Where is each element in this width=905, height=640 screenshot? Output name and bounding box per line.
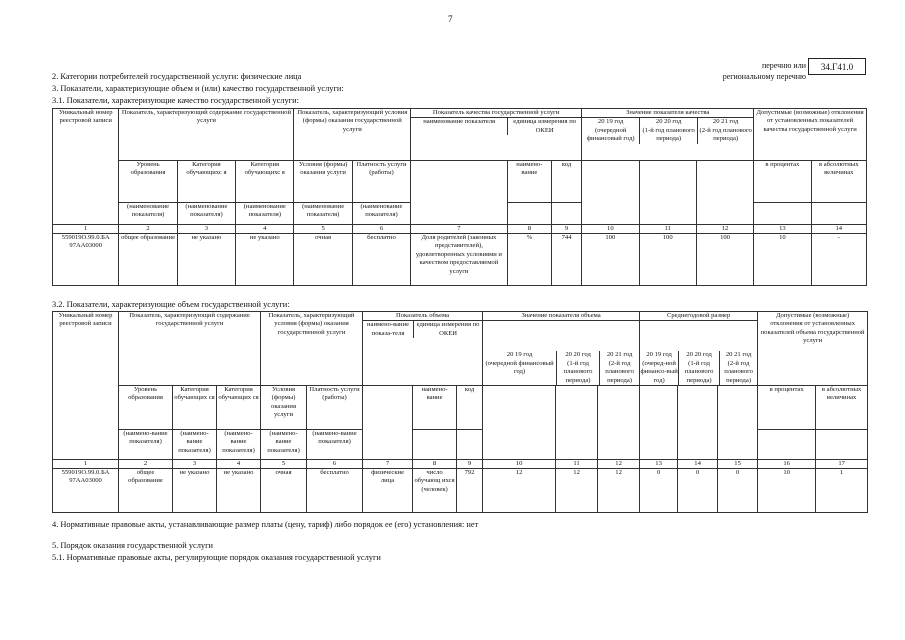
- ind-blank-12: [696, 203, 753, 225]
- table-row-cell: очная: [261, 469, 307, 513]
- section-51-title: 5.1. Нормативные правовые акты, регулирующие порядок оказания государственной услуги: [52, 553, 381, 562]
- col-deviation: Допустимые (возможные) отклонения от установленных показателей объема государственной услуги: [758, 312, 868, 386]
- table-row-cell: не указано: [177, 234, 235, 286]
- num-cell: 10: [582, 225, 639, 234]
- table-row-cell: 559019О.99.0.БА 97АА03000: [53, 469, 119, 513]
- sub-blank-15: [718, 386, 758, 430]
- num-cell: 5: [261, 460, 307, 469]
- ind-4: (наименование показателя): [294, 203, 352, 225]
- table-row-cell: 12: [556, 469, 598, 513]
- num-cell: 14: [811, 225, 866, 234]
- num-cell: 17: [816, 460, 868, 469]
- table-row-cell: 10: [754, 234, 811, 286]
- year-2021-header: [698, 118, 753, 143]
- table-row-cell: очная: [294, 234, 352, 286]
- v-year-2019-sub: (очередной финансовый год): [485, 359, 554, 376]
- a-year-2020-label: 20 20 год: [686, 351, 712, 359]
- ind-blank-11: [639, 203, 696, 225]
- table-row-cell: физические лица: [363, 469, 413, 513]
- ind-2: (наимено-вание показателя): [173, 430, 217, 460]
- ind-blank-15: [718, 430, 758, 460]
- num-cell: 15: [718, 460, 758, 469]
- sub-blank-14: [678, 386, 718, 430]
- ind-2: (наименование показателя): [177, 203, 235, 225]
- num-cell: 12: [696, 225, 753, 234]
- v-year-2021-label: 20 21 год: [606, 351, 633, 359]
- ind-blank-7: [411, 203, 508, 225]
- col-average-size: [640, 312, 758, 386]
- table-row-cell: Доля родителей (законных представителей), удовлетворенных условиями и качеством предоставляемой услуги: [411, 234, 508, 286]
- ind-blank-11: [556, 430, 598, 460]
- ind-blank-14: [811, 203, 866, 225]
- ind-blank-16: [758, 430, 816, 460]
- v-year-2019-label: 20 19 год: [506, 351, 533, 359]
- ind-5: (наимено-вание показателя): [307, 430, 363, 460]
- num-cell: 14: [678, 460, 718, 469]
- section-3-title: 3. Показатели, характеризующие объем и (или) качество государственной услуги:: [52, 84, 344, 93]
- average-size-title: Среднегодовой размер: [640, 312, 757, 321]
- table-row-cell: 792: [457, 469, 483, 513]
- sub-payment: Платность услуги (работы): [352, 161, 410, 203]
- num-cell: 1: [53, 225, 119, 234]
- ind-1: (наимено-вание показателя): [119, 430, 173, 460]
- num-cell: 6: [307, 460, 363, 469]
- v-year-2020-header: [557, 351, 600, 385]
- section-31-title: 3.1. Показатели, характеризующие качество государственной услуги:: [52, 96, 299, 105]
- sub-unit-name: наимено-вание: [507, 161, 551, 203]
- quality-indicators-table: [52, 108, 867, 286]
- section-4-title: 4. Нормативные правовые акты, устанавливающие размер платы (цену, тариф) либо порядок ее (его) установления: нет: [52, 520, 479, 529]
- num-cell: 3: [173, 460, 217, 469]
- registry-label-line1: перечню или: [761, 61, 806, 70]
- v-year-2021-sub: (2-й год планового периода): [605, 359, 634, 384]
- table-row-cell: -: [811, 234, 866, 286]
- col-unique-number: Уникальный номер реестровой записи: [53, 312, 119, 460]
- sub-blank-10: [483, 386, 556, 430]
- section-2-title: 2. Категории потребителей государственной услуги: физические лица: [52, 72, 302, 81]
- sub-blank-13: [640, 386, 678, 430]
- num-cell: 2: [119, 225, 177, 234]
- table-row-cell: общее образование: [119, 234, 177, 286]
- table-row-cell: бесплатно: [307, 469, 363, 513]
- sub-category-1: Категория обучающихс я: [177, 161, 235, 203]
- section-32-title: 3.2. Показатели, характеризующие объем государственной услуги:: [52, 300, 290, 309]
- num-cell: 11: [556, 460, 598, 469]
- num-cell: 3: [177, 225, 235, 234]
- ind-3: (наименование показателя): [236, 203, 294, 225]
- volume-values-title: Значение показателя объема: [483, 312, 639, 321]
- col-content-indicator: Показатель, характеризующий содержание государственной услуги: [119, 312, 261, 386]
- v-year-2020-sub: (1-й год планового периода): [563, 359, 593, 384]
- col-quality-values: [582, 109, 754, 161]
- a-year-2021-sub: (2-й год планового периода): [724, 359, 753, 384]
- col-volume-values: [483, 312, 640, 386]
- year-2019-label: 20 19 год: [597, 118, 624, 126]
- page-number: 7: [448, 14, 453, 24]
- table-row-cell: 12: [598, 469, 640, 513]
- table-row-cell: не указано: [217, 469, 261, 513]
- sub-blank-12: [598, 386, 640, 430]
- sub-unit-name: наимено-вание: [413, 386, 457, 430]
- col-unique-number: Уникальный номер реестровой записи: [53, 109, 119, 225]
- registry-code-box: 34.Г41.0: [808, 58, 866, 75]
- sub-y3-blank: [696, 161, 753, 203]
- num-cell: 7: [411, 225, 508, 234]
- sub-payment: Платность услуги (работы): [307, 386, 363, 430]
- col-volume-indicator: [363, 312, 483, 386]
- num-cell: 9: [457, 460, 483, 469]
- ind-blank-8: [507, 203, 551, 225]
- ind-blank-8: [413, 430, 457, 460]
- table-row-cell: бесплатно: [352, 234, 410, 286]
- sub-percent: в процентах: [754, 161, 811, 203]
- sub-name-blank: [363, 386, 413, 430]
- table-row-cell: 10: [758, 469, 816, 513]
- sub-unit-code: код: [457, 386, 483, 430]
- table-row-cell: 744: [551, 234, 581, 286]
- col-quality-indicator: [411, 109, 582, 161]
- ind-blank-9: [457, 430, 483, 460]
- year-2020-header: [640, 118, 698, 143]
- a-year-2021-header: [720, 351, 757, 385]
- sub-y1-blank: [582, 161, 639, 203]
- sub-unit-code: код: [551, 161, 581, 203]
- num-cell: 9: [551, 225, 581, 234]
- v-year-2021-header: [600, 351, 639, 385]
- table-row-cell: не указано: [236, 234, 294, 286]
- year-2021-label: 20 21 год: [712, 118, 739, 126]
- year-2019-header: [582, 118, 640, 143]
- ind-4: (наимено-вание показателя): [261, 430, 307, 460]
- year-2020-sub: (1-й год планового периода): [642, 126, 695, 143]
- volume-unit-header: единица измерения по ОКЕИ: [416, 321, 480, 337]
- sub-y2-blank: [639, 161, 696, 203]
- col-conditions-indicator: Показатель, характеризующий условия (формы) оказания государственной услуги: [294, 109, 411, 161]
- table-row-cell: 100: [639, 234, 696, 286]
- ind-blank-10: [483, 430, 556, 460]
- volume-indicator-title: Показатель объема: [363, 312, 482, 321]
- ind-blank-13: [754, 203, 811, 225]
- ind-1: (наименование показателя): [119, 203, 177, 225]
- ind-blank-7: [363, 430, 413, 460]
- ind-blank-10: [582, 203, 639, 225]
- num-cell: 12: [598, 460, 640, 469]
- sub-indicator-name-blank: [411, 161, 508, 203]
- section-5-title: 5. Порядок оказания государственной услуги: [52, 541, 214, 550]
- table-row-cell: число обучающ ихся (человек): [413, 469, 457, 513]
- num-cell: 8: [507, 225, 551, 234]
- col-conditions-indicator: Показатель, характеризующий условия (формы) оказания государственной услуги: [261, 312, 363, 386]
- table-row-cell: 100: [696, 234, 753, 286]
- sub-category-2: Категория обучающихс я: [236, 161, 294, 203]
- num-cell: 10: [483, 460, 556, 469]
- num-cell: 16: [758, 460, 816, 469]
- volume-indicators-table: [52, 311, 868, 513]
- a-year-2019-sub: (очеред-ной финансо-вый год): [640, 359, 678, 384]
- year-2020-label: 20 20 год: [655, 118, 682, 126]
- ind-blank-9: [551, 203, 581, 225]
- sub-form: Условия (формы) оказания услуги: [261, 386, 307, 430]
- num-cell: 4: [217, 460, 261, 469]
- year-2019-sub: (очередной финансовый год): [586, 126, 635, 143]
- sub-category-2: Категория обучающих ся: [217, 386, 261, 430]
- ind-blank-13: [640, 430, 678, 460]
- v-year-2020-label: 20 20 год: [565, 351, 591, 359]
- sub-blank-11: [556, 386, 598, 430]
- table-row-cell: 0: [640, 469, 678, 513]
- table-row-cell: 559019О.99.0.БА 97АА03000: [53, 234, 119, 286]
- sub-absolute: в абсолютных величинах: [816, 386, 868, 430]
- table-row-cell: 0: [718, 469, 758, 513]
- ind-blank-12: [598, 430, 640, 460]
- num-cell: 11: [639, 225, 696, 234]
- num-cell: 13: [640, 460, 678, 469]
- sub-percent: в процентах: [758, 386, 816, 430]
- num-cell: 1: [53, 460, 119, 469]
- num-cell: 8: [413, 460, 457, 469]
- ind-5: (наименование показателя): [352, 203, 410, 225]
- registry-label: [700, 60, 806, 82]
- col-content-indicator: Показатель, характеризующий содержание государственной услуги: [119, 109, 294, 161]
- a-year-2019-header: [640, 351, 679, 385]
- col-deviation: Допустимые (возможные) отклонения от установленных показателей качества государственной услуги: [754, 109, 867, 161]
- ind-3: (наимено-вание показателя): [217, 430, 261, 460]
- quality-values-title: Значение показателя качества: [582, 109, 753, 118]
- quality-indicator-title: Показатель качества государственной услуги: [411, 109, 581, 118]
- a-year-2020-sub: (1-й год планового периода): [684, 359, 714, 384]
- sub-form: Условия (формы) оказания услуги: [294, 161, 352, 203]
- num-cell: 5: [294, 225, 352, 234]
- year-2021-sub: (2-й год планового периода): [699, 126, 752, 143]
- sub-absolute: в абсолютных величинах: [811, 161, 866, 203]
- v-year-2019-header: [483, 351, 557, 385]
- sub-level: Уровень образования: [119, 386, 173, 430]
- registry-label-line2: региональному перечню: [722, 72, 806, 81]
- table-row-cell: общее образование: [119, 469, 173, 513]
- unit-header: единица измерения по ОКЕИ: [513, 118, 577, 134]
- table-row-cell: не указано: [173, 469, 217, 513]
- table-row-cell: 12: [483, 469, 556, 513]
- ind-blank-14: [678, 430, 718, 460]
- a-year-2019-label: 20 19 год: [646, 351, 672, 359]
- num-cell: 4: [236, 225, 294, 234]
- num-cell: 7: [363, 460, 413, 469]
- table-row-cell: 1: [816, 469, 868, 513]
- a-year-2021-label: 20 21 год: [725, 351, 752, 359]
- ind-blank-17: [816, 430, 868, 460]
- sub-level: Уровень образования: [119, 161, 177, 203]
- volume-name-header: наимено-вание показа-теля: [363, 321, 414, 338]
- indicator-name-header: наименование показателя: [411, 118, 508, 135]
- a-year-2020-header: [679, 351, 720, 385]
- table-row-cell: 100: [582, 234, 639, 286]
- table-row-cell: %: [507, 234, 551, 286]
- num-cell: 13: [754, 225, 811, 234]
- num-cell: 6: [352, 225, 410, 234]
- num-cell: 2: [119, 460, 173, 469]
- table-row-cell: 0: [678, 469, 718, 513]
- sub-category-1: Категория обучающих ся: [173, 386, 217, 430]
